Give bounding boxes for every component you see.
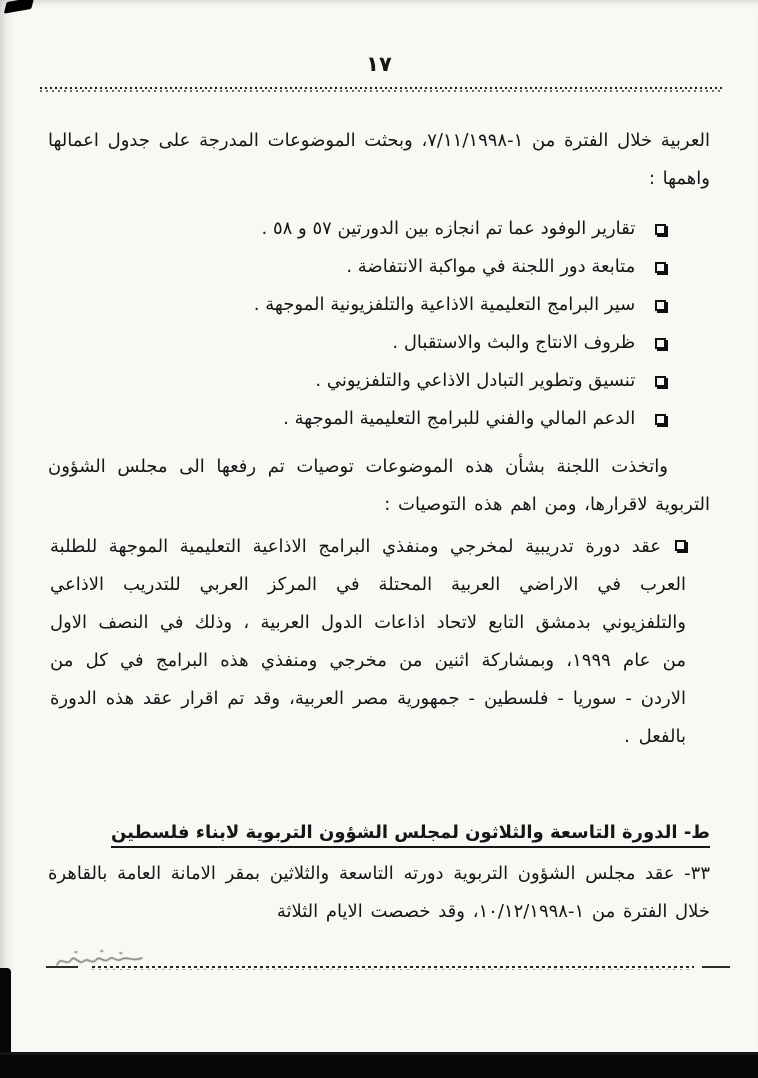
closing-paragraph: ٣٣- عقد مجلس الشؤون التربوية دورته التاسعة والثلاثين بمقر الامانة العامة بالقاهرة خلال الفترة من ١-١٠/١٢/١٩٩٨، وقد خصصت الايام الثلاثة <box>48 863 710 922</box>
square-bullet-icon <box>655 376 666 387</box>
dotted-line <box>40 90 722 92</box>
dotted-line <box>40 87 722 89</box>
list-item <box>48 210 710 248</box>
list-item <box>48 400 710 438</box>
intro-paragraph: العربية خلال الفترة من ١-٧/١١/١٩٩٨، وبحثت الموضوعات المدرجة على جدول اعمالها واهمها : <box>48 130 710 189</box>
dotted-line <box>92 969 694 970</box>
section-heading-text: ط- الدورة التاسعة والثلاثون لمجلس الشؤون التربوية لابناء فلسطين <box>111 822 710 848</box>
recommendation-item <box>50 528 686 756</box>
short-dash <box>702 966 730 968</box>
scan-artifact-corner <box>4 0 34 14</box>
handwritten-note <box>54 946 146 974</box>
dotted-line <box>92 966 694 968</box>
topic-text: ظروف الانتاج والبث والاستقبال . <box>392 332 636 353</box>
topic-text: الدعم المالي والفني للبرامج التعليمية الموجهة . <box>283 408 636 429</box>
topic-text: متابعة دور اللجنة في مواكبة الانتفاضة . <box>346 256 636 277</box>
square-bullet-icon <box>675 540 686 551</box>
list-item <box>48 362 710 400</box>
topic-text: تنسيق وتطوير التبادل الاذاعي والتلفزيوني . <box>315 370 636 391</box>
section-heading <box>48 814 710 852</box>
square-bullet-icon <box>655 224 666 235</box>
top-dotted-divider <box>40 87 722 93</box>
list-item <box>48 286 710 324</box>
recommendations-intro-paragraph: واتخذت اللجنة بشأن هذه الموضوعات توصيات تم رفعها الى مجلس الشؤون التربوية لاقرارها، ومن اهم هذه التوصيات : <box>48 456 710 515</box>
topic-text: تقارير الوفود عما تم انجازه بين الدورتين ٥٧ و ٥٨ . <box>261 218 636 239</box>
topic-text: سير البرامج التعليمية الاذاعية والتلفزيونية الموجهة . <box>253 294 636 315</box>
page-number: ١٧ <box>366 52 392 76</box>
recommendation-text: عقد دورة تدريبية لمخرجي ومنفذي البرامج الاذاعية التعليمية الموجهة للطلبة العرب في الاراضي العربية المحتلة في المركز العربي للتدريب الاذاعي والتلفزيوني بدمشق التابع لاتحاد اذاعات الدول العربية ، وذلك في النصف الاول من عام ١٩٩٩، وبمشاركة اثنين من مخرجي ومنفذي هذه البرامج في كل من الاردن - سوريا - فلسطين - جمهورية مصر العربية، وقد تم اقرار عقد هذه الدورة بالفعل . <box>50 536 687 747</box>
topics-list <box>48 210 710 438</box>
scan-artifact-bottom-edge <box>0 1052 758 1078</box>
square-bullet-icon <box>655 338 666 349</box>
bottom-dotted-divider <box>46 963 730 973</box>
square-bullet-icon <box>655 300 666 311</box>
square-bullet-icon <box>655 262 666 273</box>
square-bullet-icon <box>655 414 666 425</box>
list-item <box>48 324 710 362</box>
list-item <box>48 248 710 286</box>
